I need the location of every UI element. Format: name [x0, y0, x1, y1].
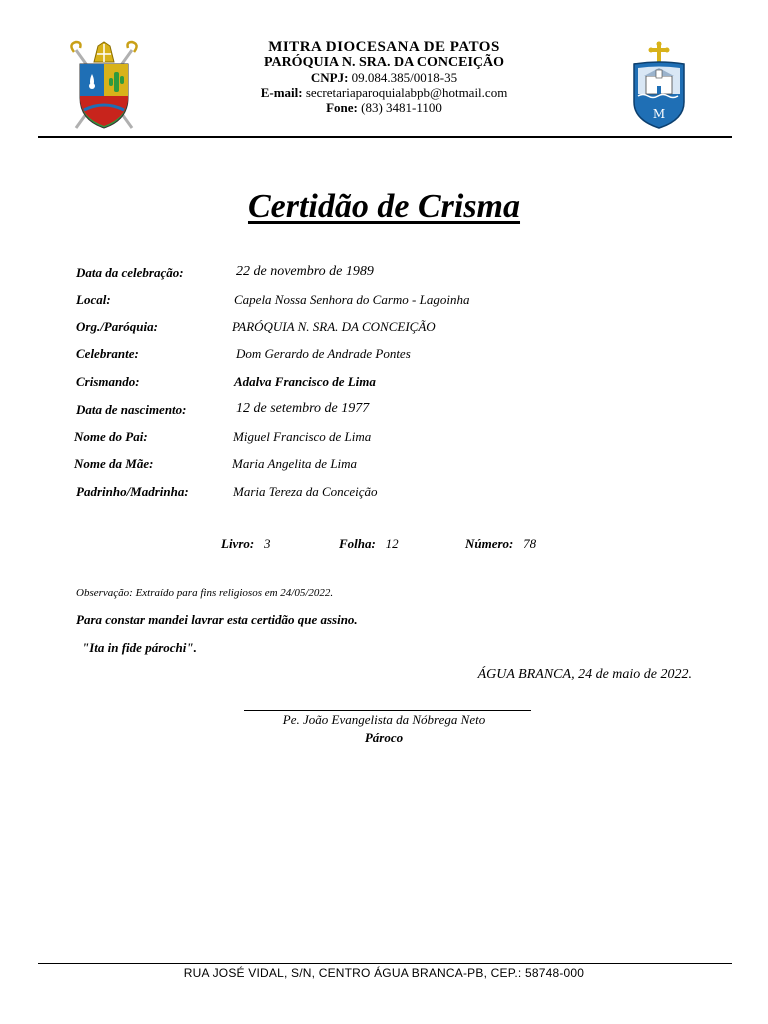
location-value: Capela Nossa Senhora do Carmo - Lagoinha	[234, 292, 470, 307]
parish-emblem-icon	[628, 40, 690, 132]
celebrant-value: Dom Gerardo de Andrade Pontes	[236, 346, 411, 361]
celebrant-label: Celebrante:	[76, 346, 139, 361]
footer-divider	[38, 963, 732, 964]
confirmand-label: Crismando:	[76, 374, 140, 389]
father-name-value: Miguel Francisco de Lima	[233, 429, 372, 444]
father-name-label: Nome do Pai:	[74, 429, 148, 444]
phone-line	[170, 100, 598, 115]
phone-value: (83) 3481-1100	[361, 100, 442, 115]
birth-date-label: Data de nascimento:	[76, 402, 187, 417]
certification-statement: Para constar mandei lavrar esta certidão que assino.	[76, 612, 358, 627]
mother-name-label: Nome da Mãe:	[74, 456, 154, 471]
cnpj-line	[170, 70, 598, 85]
book-label: Livro:	[221, 536, 255, 551]
parish-name: PARÓQUIA N. SRA. DA CONCEIÇÃO	[263, 55, 505, 70]
signature-line	[244, 710, 531, 711]
observation-note: Observação: Extraído para fins religiosos em 24/05/2022.	[76, 587, 334, 599]
parish-emblem	[628, 40, 690, 132]
sheet-label: Folha:	[339, 536, 376, 551]
email-line	[170, 85, 598, 100]
diocese-coat-of-arms-icon	[64, 40, 144, 132]
place-and-date: ÁGUA BRANCA, 24 de maio de 2022.	[477, 667, 692, 682]
parish-value: PARÓQUIA N. SRA. DA CONCEIÇÃO	[232, 319, 436, 334]
header-divider	[38, 136, 732, 138]
birth-date-value: 12 de setembro de 1977	[236, 401, 370, 416]
phone-label: Fone:	[326, 100, 358, 115]
godparent-value: Maria Tereza da Conceição	[233, 484, 378, 499]
footer-address: RUA JOSÉ VIDAL, S/N, CENTRO ÁGUA BRANCA-PB, CEP.: 58748-000	[183, 966, 585, 980]
sheet-value: 12	[385, 536, 399, 551]
document-title: Certidão de Crisma	[247, 188, 521, 225]
svg-text:M: M	[652, 107, 666, 121]
mother-name-value: Maria Angelita de Lima	[232, 456, 358, 471]
godparent-label: Padrinho/Madrinha:	[76, 484, 189, 499]
priest-role: Pároco	[364, 730, 404, 745]
email-label: E-mail:	[260, 85, 303, 100]
celebration-date-value: 22 de novembro de 1989	[236, 264, 374, 279]
number-label: Número:	[465, 536, 514, 551]
parish-label: Org./Paróquia:	[76, 319, 158, 334]
sheet-ref	[339, 536, 399, 552]
number-value: 78	[523, 536, 537, 551]
diocese-name: MITRA DIOCESANA DE PATOS	[268, 39, 500, 55]
location-label: Local:	[76, 292, 111, 307]
number-ref	[465, 536, 536, 552]
letterhead	[170, 40, 598, 115]
latin-motto: "Ita in fide párochi".	[82, 640, 197, 655]
confirmand-value: Adalva Francisco de Lima	[234, 374, 376, 389]
cnpj-label: CNPJ:	[310, 70, 349, 85]
diocese-coat-of-arms	[64, 40, 144, 132]
priest-name: Pe. João Evangelista da Nóbrega Neto	[282, 712, 486, 727]
email-value: secretariaparoquialabpb@hotmail.com	[305, 85, 508, 100]
celebration-date-label: Data da celebração:	[76, 265, 184, 280]
cnpj-value: 09.084.385/0018-35	[351, 70, 458, 85]
book-ref	[221, 536, 270, 552]
book-value: 3	[263, 536, 271, 551]
